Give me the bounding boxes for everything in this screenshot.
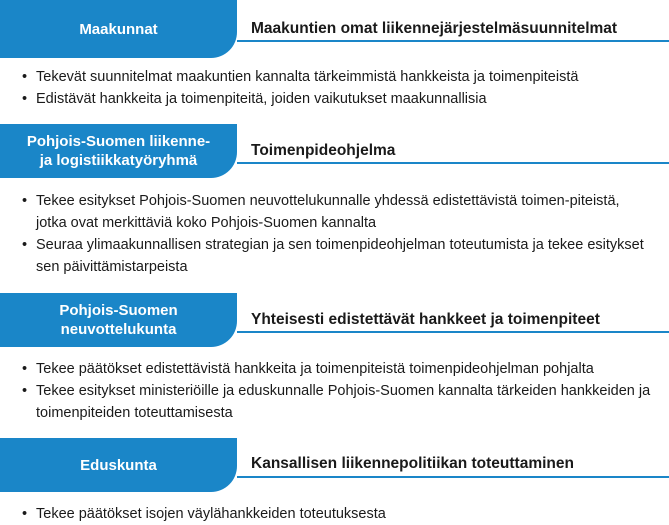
level-label-maakunnat xyxy=(0,0,237,58)
list-item: • Tekee esitykset ministeriöille ja eduskunnalle Pohjois-Suomen kannalta tärkeiden hankkeiden ja toimenpiteiden toteuttamisesta xyxy=(20,380,651,424)
level-label-line: Pohjois-Suomen xyxy=(59,302,178,319)
list-item: • Tekee päätökset edistettävistä hankkeita ja toimenpiteistä toimenpideohjelman pohjalta xyxy=(20,358,651,380)
level-heading: Toimenpideohjelma xyxy=(251,142,396,159)
list-item: • Tekee esitykset Pohjois-Suomen neuvottelukunnalle yhdessä edistettävistä toimen-piteistä, jotka ovat merkittäviä koko Pohjois-Suomen kannalta xyxy=(20,190,651,234)
heading-underline xyxy=(237,40,669,42)
level-label-line: Maakunnat xyxy=(79,20,158,38)
list-item: • Edistävät hankkeita ja toimenpiteitä, joiden vaikutukset maakunnallisia xyxy=(20,88,651,110)
level-label-line: ja logistiikkatyöryhmä xyxy=(39,152,198,169)
level-label-line: Eduskunta xyxy=(80,456,157,474)
list-item: • Tekevät suunnitelmat maakuntien kannalta tärkeimmistä hankkeista ja toimenpiteistä xyxy=(20,66,651,88)
level-heading: Yhteisesti edistettävät hankkeet ja toimenpiteet xyxy=(251,311,600,328)
level-heading: Maakuntien omat liikennejärjestelmäsuunnitelmat xyxy=(251,20,618,37)
list-item: • Seuraa ylimaakunnallisen strategian ja sen toimenpideohjelman toteutumista ja tekee esitykset sen päivittämistarpeista xyxy=(20,234,651,278)
heading-underline xyxy=(237,476,669,478)
level-label-liikenne-tyoryhma xyxy=(0,124,237,178)
level-label-line: neuvottelukunta xyxy=(60,321,177,338)
level-heading: Kansallisen liikennepolitiikan toteuttaminen xyxy=(251,455,574,472)
bullet-list xyxy=(20,358,651,424)
bullet-list xyxy=(20,190,651,278)
list-item: • Tekee päätökset isojen väylähankkeiden toteutuksesta xyxy=(20,503,651,525)
level-label-line: Pohjois-Suomen liikenne- xyxy=(26,133,211,150)
level-label-eduskunta xyxy=(0,438,237,492)
level-label-neuvottelukunta xyxy=(0,293,237,347)
bullet-list xyxy=(20,66,651,110)
bullet-list xyxy=(20,503,651,525)
heading-underline xyxy=(237,331,669,333)
heading-underline xyxy=(237,162,669,164)
